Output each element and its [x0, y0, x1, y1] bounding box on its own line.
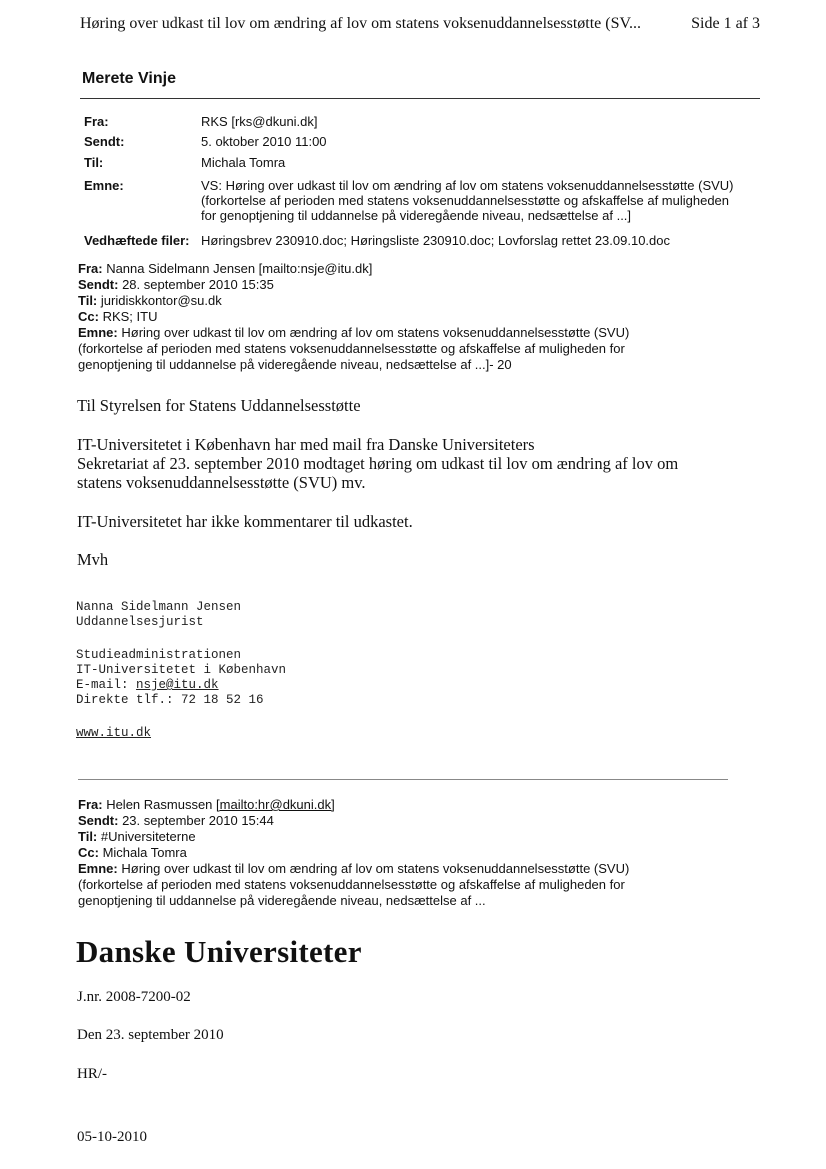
fwd2-subject: Emne: Høring over udkast til lov om ændring af lov om statens voksenuddannelsesstøtte (SVU): [78, 861, 630, 876]
attachments-label: Vedhæftede filer:: [84, 233, 190, 248]
fwd2-cc: Cc: Michala Tomra: [78, 845, 187, 860]
page-header: [80, 15, 760, 33]
letter-para2: IT-Universitetet har ikke kommentarer til udkastet.: [77, 512, 413, 531]
signature-dept: Studieadministrationen: [76, 648, 242, 662]
subject-label: Emne:: [84, 178, 124, 193]
fwd1-subject-line2: (forkortelse af perioden med statens voksenuddannelsesstøtte og afskaffelse af muligheden for: [78, 341, 625, 356]
from-value: RKS [rks@dkuni.dk]: [201, 114, 318, 129]
initials: HR/-: [77, 1066, 107, 1082]
footer-date: 05-10-2010: [77, 1129, 147, 1145]
fwd1-sent: Sendt: 28. september 2010 15:35: [78, 277, 274, 292]
signature-name: Nanna Sidelmann Jensen: [76, 600, 242, 614]
letter-salutation: Til Styrelsen for Statens Uddannelsesstøtte: [77, 396, 361, 415]
sent-label: Sendt:: [84, 134, 125, 149]
fwd2-subject-line3: genoptjening til uddannelse på videregående niveau, nedsættelse af ...: [78, 893, 486, 908]
to-value: Michala Tomra: [201, 155, 286, 170]
to-label: Til:: [84, 155, 104, 170]
fwd2-to: Til: #Universiteterne: [78, 829, 196, 844]
org-title: Danske Universiteter: [76, 934, 362, 969]
fwd1-from: Fra: Nanna Sidelmann Jensen [mailto:nsje@itu.dk]: [78, 261, 373, 276]
fwd1-subject: Emne: Høring over udkast til lov om ændring af lov om statens voksenuddannelsesstøtte (SVU): [78, 325, 630, 340]
letter-closing: Mvh: [77, 550, 109, 569]
header-rule: [80, 98, 760, 99]
signature-email-row: E-mail: nsje@itu.dk: [76, 678, 219, 692]
journal-number: J.nr. 2008-7200-02: [77, 989, 191, 1005]
signature-org: IT-Universitetet i København: [76, 663, 287, 677]
signature-title: Uddannelsesjurist: [76, 615, 204, 629]
letter-para1-line3: statens voksenuddannelsesstøtte (SVU) mv.: [77, 473, 366, 492]
fwd2-sent: Sendt: 23. september 2010 15:44: [78, 813, 274, 828]
fwd2-mailto-link[interactable]: [mailto:hr@dkuni.dk]: [216, 797, 335, 812]
fwd1-subject-line3: genoptjening til uddannelse på videregående niveau, nedsættelse af ...]- 20: [78, 357, 512, 372]
fwd2-subject-line2: (forkortelse af perioden med statens voksenuddannelsesstøtte og afskaffelse af muligheden for: [78, 877, 625, 892]
signature-web-link[interactable]: www.itu.dk: [76, 726, 152, 740]
separator-rule: [78, 779, 728, 780]
sender-name: Merete Vinje: [82, 70, 176, 87]
fwd1-cc: Cc: RKS; ITU: [78, 309, 158, 324]
signature-phone: Direkte tlf.: 72 18 52 16: [76, 693, 264, 707]
page-number: Side 1 af 3: [691, 15, 760, 32]
fwd1-to: Til: juridiskkontor@su.dk: [78, 293, 222, 308]
page-header-title: Høring over udkast til lov om ændring af lov om statens voksenuddannelsesstøtte (SV...: [80, 15, 641, 32]
fwd2-from: Fra: Helen Rasmussen [mailto:hr@dkuni.dk]: [78, 797, 335, 812]
signature-email-link[interactable]: nsje@itu.dk: [136, 678, 219, 692]
letter-date: Den 23. september 2010: [77, 1027, 224, 1043]
subject-value: VS: Høring over udkast til lov om ændring af lov om statens voksenuddannelsesstøtte (SVU) (forkortelse af perioden med statens voksenuddannelsesstøtte og afskaffelse af muligheden for genoptjening til uddannelse på videregående niveau, nedsættelse af ...]: [201, 178, 734, 223]
from-label: Fra:: [84, 114, 109, 129]
letter-para1-line1: IT-Universitetet i København har med mail fra Danske Universiteters: [77, 435, 535, 454]
attachments-value[interactable]: Høringsbrev 230910.doc; Høringsliste 230910.doc; Lovforslag rettet 23.09.10.doc: [201, 233, 670, 248]
letter-para1-line2: Sekretariat af 23. september 2010 modtaget høring om udkast til lov om ændring af lov om: [77, 454, 679, 473]
sent-value: 5. oktober 2010 11:00: [201, 134, 327, 149]
